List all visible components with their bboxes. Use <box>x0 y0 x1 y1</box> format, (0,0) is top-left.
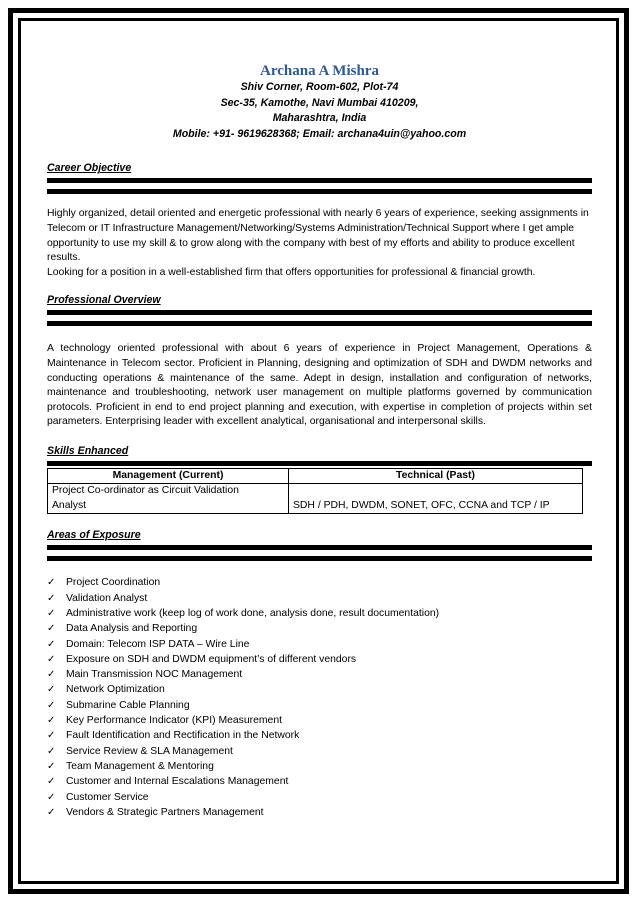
section-heading: Career Objective <box>47 162 132 175</box>
contact-line: Mobile: +91- 9619628368; Email: archana4uin@yahoo.com <box>172 127 467 140</box>
checkmark-icon: ✓ <box>47 592 56 604</box>
objective-paragraph-2: Looking for a position in a well-established firm that offers opportunities for professional & financial growth. <box>47 266 536 278</box>
exposure-list <box>47 575 592 820</box>
list-item <box>47 591 592 606</box>
list-item-text: Project Coordination <box>66 577 161 589</box>
skills-section <box>47 444 592 515</box>
list-item <box>47 759 592 774</box>
list-item-text: Customer and Internal Escalations Management <box>66 776 289 788</box>
objective-paragraph: Highly organized, detail oriented and energetic professional with nearly 6 years of experience, seeking assignments in Telecom or IT Infrastructure Management/Networking/Systems Administration/Technical Support where I get ample opportunity to use my skill & to grow along with the company with best of my efforts and ability to produce excellent results. <box>47 208 589 264</box>
checkmark-icon: ✓ <box>47 608 56 619</box>
checkmark-icon: ✓ <box>47 638 56 650</box>
management-skill-line: Project Co-ordinator as Circuit Validation <box>52 485 239 497</box>
resume-header <box>47 62 592 142</box>
list-item <box>47 790 592 805</box>
list-item <box>47 606 592 621</box>
list-item-text: Service Review & SLA Management <box>66 745 233 757</box>
address-line-3: Maharashtra, India <box>272 112 367 125</box>
list-item-text: Submarine Cable Planning <box>66 699 190 711</box>
skills-table <box>47 468 583 515</box>
list-item <box>47 652 592 667</box>
address-line-1: Shiv Corner, Room-602, Plot-74 <box>240 81 399 93</box>
checkmark-icon: ✓ <box>47 730 56 742</box>
list-item <box>47 637 592 652</box>
checkmark-icon: ✓ <box>47 577 56 589</box>
list-item <box>47 698 592 713</box>
list-item-text: Vendors & Strategic Partners Management <box>66 806 264 818</box>
section-heading: Skills Enhanced <box>47 444 129 457</box>
checkmark-icon: ✓ <box>47 745 56 757</box>
list-item-text: Validation Analyst <box>66 592 148 604</box>
resume-document <box>47 62 592 820</box>
list-item <box>47 728 592 743</box>
candidate-name: Archana A Mishra <box>260 63 379 79</box>
column-header-management: Management (Current) <box>48 468 289 484</box>
list-item-text: Fault Identification and Rectification in the Network <box>66 730 300 742</box>
checkmark-icon: ✓ <box>47 776 56 788</box>
checkmark-icon: ✓ <box>47 699 56 711</box>
list-item <box>47 621 592 636</box>
table-row <box>48 484 583 514</box>
professional-overview-section <box>47 293 592 430</box>
section-rule <box>47 461 592 466</box>
list-item-text: Team Management & Mentoring <box>66 760 214 772</box>
column-header-technical: Technical (Past) <box>289 468 583 484</box>
address-line-2: Sec-35, Kamothe, Navi Mumbai 410209, <box>220 96 419 109</box>
list-item <box>47 774 592 789</box>
list-item-text: Exposure on SDH and DWDM equipment’s of different vendors <box>66 653 357 665</box>
list-item <box>47 805 592 820</box>
list-item <box>47 744 592 759</box>
checkmark-icon: ✓ <box>47 669 56 681</box>
career-objective-section <box>47 161 592 280</box>
exposure-section <box>47 528 592 820</box>
list-item <box>47 682 592 697</box>
list-item-text: Main Transmission NOC Management <box>66 669 243 681</box>
technical-skill-cell: SDH / PDH, DWDM, SONET, OFC, CCNA and TCP / IP <box>289 484 583 514</box>
list-item <box>47 667 592 682</box>
section-heading: Professional Overview <box>47 294 161 307</box>
checkmark-icon: ✓ <box>47 684 56 696</box>
checkmark-icon: ✓ <box>47 623 56 635</box>
list-item-text: Data Analysis and Reporting <box>66 623 198 635</box>
management-skill-line: Analyst <box>52 499 87 511</box>
list-item <box>47 713 592 728</box>
list-item-text: Administrative work (keep log of work done, analysis done, result documentation) <box>66 608 440 619</box>
table-header-row <box>48 468 583 484</box>
checkmark-icon: ✓ <box>47 715 56 727</box>
section-heading: Areas of Exposure <box>47 529 141 542</box>
list-item-text: Key Performance Indicator (KPI) Measurement <box>66 715 282 727</box>
list-item-text: Domain: Telecom ISP DATA – Wire Line <box>66 638 250 650</box>
management-skill-cell <box>48 484 289 514</box>
checkmark-icon: ✓ <box>47 791 56 803</box>
overview-paragraph: A technology oriented professional with about 6 years of experience in Project Management, Operations & Maintenance in Telecom sector. Proficient in Planning, designing and optimization of SDH and DWDM networks and conducting operations & maintenance of the same. Adept in design, installation and configuration of networks, maintenance and troubleshooting, network user management on multiple platforms governed by communication protocols. Proficient in end to end project planning and execution, with expertise in completion of projects within set parameters. Enterprising leader with excellent analytical, organisational and interpersonal skills. <box>47 343 592 428</box>
list-item-text: Network Optimization <box>66 684 165 696</box>
list-item <box>47 575 592 590</box>
checkmark-icon: ✓ <box>47 760 56 772</box>
list-item-text: Customer Service <box>66 791 149 803</box>
checkmark-icon: ✓ <box>47 653 56 665</box>
checkmark-icon: ✓ <box>47 806 56 818</box>
